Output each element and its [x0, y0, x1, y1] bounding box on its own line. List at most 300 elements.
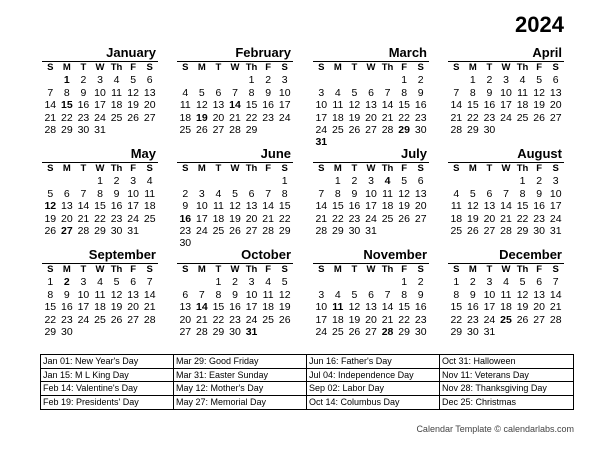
day-cell: 8 [97, 187, 103, 200]
day-cell: 13 [127, 288, 139, 301]
day-cell: 12 [533, 86, 545, 99]
weekday-header: F [401, 163, 408, 174]
day-cell: 11 [179, 99, 191, 112]
empty-cell [42, 74, 59, 86]
weekday-header: F [401, 264, 408, 275]
month-name: May [42, 145, 158, 163]
day-cell: 13 [549, 86, 562, 99]
day-cell: 3 [130, 175, 137, 188]
holiday-entry: Oct 31: Halloween [440, 355, 573, 369]
day-cell: 9 [182, 200, 189, 213]
weekday-header: S [552, 264, 559, 275]
month-name: June [177, 145, 293, 163]
day-cell: 18 [450, 212, 463, 225]
day-cell: 1 [63, 74, 70, 87]
day-cell: 4 [113, 74, 120, 87]
day-cell: 9 [417, 288, 424, 301]
day-cell: 31 [549, 224, 562, 237]
day-cell: 22 [94, 212, 106, 225]
day-cell: 15 [332, 200, 344, 213]
weekday-header: T [486, 163, 493, 174]
empty-cell [243, 175, 260, 187]
day-cell: 4 [97, 276, 103, 289]
day-cell: 7 [503, 187, 509, 200]
holiday-entry: Jul 04: Independence Day [307, 369, 440, 383]
month-february [177, 44, 293, 136]
day-cell: 11 [500, 288, 512, 301]
day-cell: 3 [198, 187, 205, 200]
weekday-header: T [80, 264, 87, 275]
day-cell: 11 [517, 86, 529, 99]
day-cell: 25 [381, 212, 394, 225]
day-cell: 14 [229, 99, 241, 112]
day-cell: 25 [450, 224, 463, 237]
month-july [313, 145, 429, 237]
day-cell: 8 [401, 86, 408, 99]
day-cell: 30 [348, 224, 361, 237]
day-cell: 24 [196, 224, 208, 237]
day-cell: 5 [47, 187, 54, 200]
day-cell: 17 [196, 212, 208, 225]
empty-cell [379, 74, 396, 86]
day-cell: 30 [414, 123, 427, 136]
day-cell: 15 [94, 200, 106, 213]
day-cell: 5 [351, 86, 358, 99]
day-cell: 2 [63, 276, 70, 289]
day-cell: 1 [47, 276, 54, 289]
day-cell: 6 [417, 175, 424, 188]
day-cell: 19 [127, 99, 139, 112]
month-december [448, 246, 564, 338]
day-cell: 27 [483, 224, 496, 237]
day-cell: 9 [469, 288, 476, 301]
day-cell: 10 [245, 288, 258, 301]
day-cell: 22 [332, 212, 344, 225]
empty-cell [75, 175, 92, 187]
empty-cell [363, 74, 380, 86]
weekday-header: S [281, 62, 288, 73]
weekday-header: T [486, 264, 493, 275]
day-cell: 16 [61, 301, 73, 314]
day-cell: 4 [334, 86, 341, 99]
day-cell: 4 [519, 74, 526, 87]
day-cell: 3 [318, 86, 325, 99]
month-september [42, 246, 158, 338]
day-cell: 29 [332, 224, 344, 237]
weekday-header: T [215, 163, 222, 174]
day-cell: 10 [549, 187, 562, 200]
day-cell: 6 [552, 74, 559, 87]
weekday-header: Th [110, 62, 123, 73]
day-cell: 26 [229, 224, 241, 237]
weekday-header: T [215, 62, 222, 73]
day-cell: 27 [245, 224, 258, 237]
day-cell: 29 [467, 123, 479, 136]
day-cell: 15 [398, 99, 410, 112]
day-cell: 10 [315, 301, 328, 314]
day-cell: 5 [536, 74, 543, 87]
day-cell: 23 [179, 224, 192, 237]
weekday-header: S [146, 62, 153, 73]
holiday-entry: Dec 25: Christmas [442, 396, 517, 407]
day-cell: 20 [61, 212, 73, 225]
day-cell: 17 [127, 200, 139, 213]
day-cell: 27 [212, 123, 225, 136]
day-cell: 10 [315, 99, 328, 112]
weekday-header: Th [381, 163, 394, 174]
day-cell: 23 [414, 111, 427, 124]
day-cell: 30 [229, 325, 241, 338]
day-cell: 16 [414, 99, 427, 112]
month-january [42, 44, 158, 136]
weekday-header: M [468, 264, 477, 275]
holiday-entry: Sep 02: Labor Day [307, 382, 440, 396]
day-cell: 22 [450, 313, 463, 326]
empty-cell [227, 175, 244, 187]
empty-cell [379, 276, 396, 288]
empty-cell [313, 175, 330, 187]
day-cell: 9 [80, 86, 87, 99]
day-cell: 7 [265, 187, 272, 200]
day-cell: 15 [44, 301, 57, 314]
empty-cell [330, 276, 347, 288]
weekday-header: M [468, 62, 477, 73]
day-cell: 5 [401, 175, 408, 188]
month-name: December [448, 246, 564, 264]
day-cell: 21 [44, 111, 57, 124]
day-cell: 1 [453, 276, 460, 289]
day-grid [448, 264, 564, 338]
weekday-header: Th [245, 163, 258, 174]
day-cell: 26 [44, 224, 57, 237]
day-cell: 16 [483, 99, 496, 112]
day-cell: 15 [61, 99, 73, 112]
day-cell: 25 [500, 313, 512, 326]
day-cell: 21 [450, 111, 463, 124]
day-cell: 22 [516, 212, 529, 225]
day-cell: 1 [401, 74, 408, 87]
weekday-header: S [47, 163, 54, 174]
day-cell: 19 [278, 301, 291, 314]
weekday-header: F [536, 62, 543, 73]
day-cell: 29 [278, 224, 291, 237]
day-cell: 4 [503, 276, 509, 289]
day-cell: 17 [549, 200, 562, 213]
month-november [313, 246, 429, 338]
month-name: March [313, 44, 429, 62]
day-cell: 26 [467, 224, 479, 237]
day-cell: 25 [143, 212, 156, 225]
day-cell: 29 [212, 325, 225, 338]
day-cell: 15 [398, 301, 410, 314]
empty-cell [448, 74, 465, 86]
day-cell: 20 [483, 212, 496, 225]
day-cell: 31 [94, 123, 106, 136]
weekday-header: F [401, 62, 408, 73]
day-cell: 12 [110, 288, 123, 301]
day-cell: 9 [351, 187, 358, 200]
day-cell: 8 [248, 86, 255, 99]
weekday-header: T [215, 264, 222, 275]
empty-cell [313, 74, 330, 86]
day-cell: 7 [198, 288, 205, 301]
day-cell: 20 [549, 99, 562, 112]
day-cell: 6 [486, 187, 493, 200]
day-cell: 22 [467, 111, 479, 124]
day-cell: 20 [365, 313, 377, 326]
day-cell: 30 [533, 224, 545, 237]
day-cell: 28 [143, 313, 156, 326]
weekday-header: M [197, 163, 206, 174]
weekday-header: S [453, 264, 460, 275]
weekday-header: S [47, 264, 54, 275]
day-cell: 22 [398, 313, 410, 326]
day-cell: 19 [348, 313, 361, 326]
day-cell: 15 [212, 301, 225, 314]
day-cell: 8 [453, 288, 460, 301]
day-cell: 26 [110, 313, 123, 326]
day-cell: 1 [469, 74, 476, 87]
day-cell: 19 [196, 111, 208, 124]
day-cell: 4 [384, 175, 391, 188]
day-cell: 4 [146, 175, 153, 188]
day-grid [313, 163, 429, 237]
holiday-entry: Mar 29: Good Friday [174, 355, 307, 369]
month-june [177, 145, 293, 250]
weekday-header: S [281, 163, 288, 174]
empty-cell [313, 276, 330, 288]
day-cell: 23 [348, 212, 361, 225]
day-cell: 17 [278, 99, 291, 112]
day-cell: 1 [334, 175, 341, 188]
day-cell: 2 [232, 276, 238, 289]
day-cell: 2 [536, 175, 543, 188]
weekday-header: Th [381, 264, 394, 275]
weekday-header: M [197, 62, 206, 73]
day-cell: 29 [398, 325, 410, 338]
weekday-header: W [95, 264, 105, 275]
day-cell: 21 [381, 313, 394, 326]
weekday-header: F [130, 264, 137, 275]
day-cell: 5 [281, 276, 288, 289]
day-cell: 17 [77, 301, 90, 314]
weekday-header: W [230, 163, 240, 174]
day-cell: 28 [315, 224, 328, 237]
day-cell: 14 [196, 301, 208, 314]
day-cell: 14 [262, 200, 274, 213]
day-cell: 2 [486, 74, 493, 87]
empty-cell [177, 74, 194, 86]
day-cell: 23 [483, 111, 496, 124]
day-cell: 8 [63, 86, 70, 99]
day-cell: 14 [77, 200, 90, 213]
day-cell: 21 [196, 313, 208, 326]
weekday-header: S [182, 264, 189, 275]
weekday-header: S [47, 62, 54, 73]
footer-credit: Calendar Template © calendarlabs.com [416, 424, 574, 434]
weekday-header: S [453, 163, 460, 174]
day-cell: 3 [368, 175, 374, 188]
holiday-entry: May 12: Mother's Day [174, 382, 307, 396]
day-cell: 28 [450, 123, 463, 136]
weekday-header: F [536, 264, 543, 275]
day-cell: 8 [519, 187, 526, 200]
day-cell: 25 [332, 123, 344, 136]
day-cell: 4 [182, 86, 189, 99]
day-cell: 22 [44, 313, 57, 326]
weekday-header: T [351, 163, 358, 174]
weekday-header: S [453, 62, 460, 73]
day-cell: 12 [229, 200, 241, 213]
weekday-header: M [333, 163, 342, 174]
empty-cell [177, 276, 194, 288]
day-cell: 20 [365, 111, 377, 124]
day-cell: 5 [130, 74, 137, 87]
day-cell: 2 [80, 74, 87, 87]
day-cell: 11 [332, 99, 344, 112]
day-cell: 19 [229, 212, 241, 225]
day-cell: 23 [61, 313, 73, 326]
weekday-header: Th [245, 62, 258, 73]
day-cell: 12 [398, 187, 410, 200]
day-cell: 30 [110, 224, 123, 237]
empty-cell [210, 74, 227, 86]
day-cell: 31 [483, 325, 496, 338]
day-cell: 10 [127, 187, 139, 200]
day-cell: 13 [61, 200, 73, 213]
day-cell: 17 [500, 99, 512, 112]
day-cell: 6 [63, 187, 70, 200]
day-cell: 27 [179, 325, 192, 338]
day-cell: 17 [315, 313, 328, 326]
day-cell: 7 [146, 276, 153, 289]
month-october [177, 246, 293, 338]
day-cell: 31 [127, 224, 139, 237]
empty-cell [194, 175, 211, 187]
day-cell: 28 [549, 313, 562, 326]
day-cell: 21 [381, 111, 394, 124]
day-cell: 29 [61, 123, 73, 136]
day-cell: 24 [549, 212, 562, 225]
day-cell: 14 [549, 288, 562, 301]
day-cell: 5 [232, 187, 238, 200]
day-cell: 28 [44, 123, 57, 136]
day-cell: 28 [381, 123, 394, 136]
empty-cell [194, 74, 211, 86]
day-cell: 6 [130, 276, 137, 289]
day-cell: 1 [248, 74, 255, 87]
day-cell: 6 [368, 288, 374, 301]
day-cell: 12 [348, 301, 361, 314]
day-cell: 5 [351, 288, 358, 301]
day-cell: 18 [516, 99, 529, 112]
day-cell: 11 [332, 301, 344, 314]
holiday-entry: Jun 16: Father's Day [307, 355, 440, 369]
day-cell: 13 [414, 187, 427, 200]
day-cell: 19 [110, 301, 123, 314]
day-cell: 3 [503, 74, 509, 87]
day-cell: 13 [212, 99, 225, 112]
day-cell: 18 [143, 200, 156, 213]
day-cell: 27 [414, 212, 427, 225]
day-cell: 23 [262, 111, 274, 124]
day-cell: 14 [381, 301, 394, 314]
day-cell: 8 [47, 288, 54, 301]
weekday-header: S [552, 163, 559, 174]
day-cell: 30 [414, 325, 427, 338]
weekday-header: W [366, 62, 376, 73]
day-cell: 16 [77, 99, 90, 112]
day-cell: 3 [80, 276, 87, 289]
weekday-header: Th [381, 62, 394, 73]
day-cell: 25 [212, 224, 225, 237]
day-cell: 2 [265, 74, 272, 87]
day-cell: 12 [348, 99, 361, 112]
day-cell: 23 [533, 212, 545, 225]
month-name: February [177, 44, 293, 62]
day-cell: 25 [94, 313, 106, 326]
day-grid [177, 264, 293, 338]
day-cell: 28 [196, 325, 208, 338]
day-cell: 20 [127, 301, 139, 314]
day-cell: 10 [94, 86, 106, 99]
day-cell: 3 [248, 276, 255, 289]
weekday-header: S [417, 163, 424, 174]
day-cell: 25 [516, 111, 529, 124]
day-cell: 1 [401, 276, 408, 289]
month-name: July [313, 145, 429, 163]
day-cell: 22 [212, 313, 225, 326]
day-cell: 21 [262, 212, 274, 225]
day-cell: 7 [384, 86, 391, 99]
month-name: October [177, 246, 293, 264]
day-cell: 13 [483, 200, 496, 213]
day-cell: 3 [486, 276, 493, 289]
weekday-header: S [552, 62, 559, 73]
day-cell: 9 [232, 288, 238, 301]
day-cell: 13 [245, 200, 258, 213]
empty-cell [465, 175, 482, 187]
day-cell: 20 [245, 212, 258, 225]
day-cell: 30 [77, 123, 90, 136]
day-cell: 7 [47, 86, 54, 99]
weekday-header: W [366, 163, 376, 174]
day-cell: 23 [77, 111, 90, 124]
day-cell: 17 [245, 301, 258, 314]
day-cell: 19 [516, 301, 529, 314]
day-cell: 24 [77, 313, 90, 326]
day-cell: 28 [77, 224, 90, 237]
weekday-header: W [230, 62, 240, 73]
weekday-header: Th [516, 62, 529, 73]
weekday-header: W [95, 163, 105, 174]
day-cell: 8 [469, 86, 476, 99]
weekday-header: S [146, 264, 153, 275]
month-name: November [313, 246, 429, 264]
day-cell: 5 [198, 86, 205, 99]
day-cell: 12 [278, 288, 291, 301]
weekday-header: S [318, 163, 325, 174]
day-cell: 15 [278, 200, 291, 213]
day-cell: 21 [549, 301, 562, 314]
day-cell: 24 [483, 313, 496, 326]
day-cell: 27 [365, 325, 377, 338]
day-cell: 9 [486, 86, 493, 99]
weekday-header: S [182, 62, 189, 73]
day-cell: 1 [281, 175, 288, 188]
weekday-header: Th [516, 264, 529, 275]
day-cell: 2 [182, 187, 189, 200]
